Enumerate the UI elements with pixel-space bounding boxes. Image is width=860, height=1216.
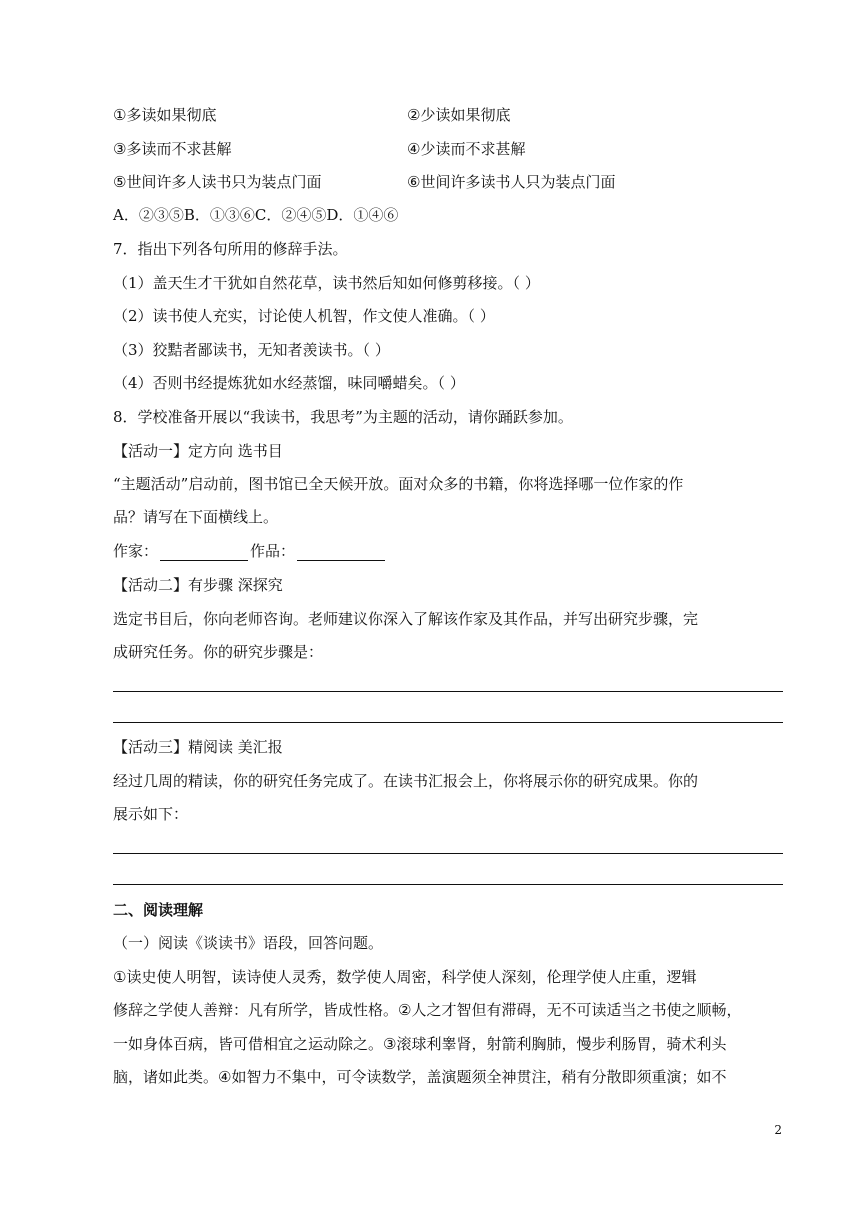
question-7-item-1: （1）盖天生才干犹如自然花草，读书然后知如何修剪移接。（ ）: [113, 274, 540, 292]
answer-line[interactable]: [113, 853, 783, 854]
question-7-item-4: （4）否则书经提炼犹如水经蒸馏，味同嚼蜡矣。（ ）: [113, 374, 465, 392]
work-label: 作品：: [250, 542, 296, 560]
passage-line-3: 一如身体百病，皆可借相宜之运动除之。③滚球利睾肾，射箭利胸肺，慢步利肠胃，骑术利头: [113, 1035, 727, 1053]
activity-2-text-line-2: 成研究任务。你的研究步骤是：: [113, 643, 324, 661]
activity-2-title: 【活动二】有步骤 深探究: [113, 576, 283, 594]
option-5: ⑤世间许多人读书只为装点门面: [113, 173, 322, 191]
answer-line[interactable]: [113, 884, 783, 885]
answer-line[interactable]: [113, 722, 783, 723]
option-6: ⑥世间许多读书人只为装点门面: [407, 173, 616, 191]
option-3: ③多读而不求甚解: [113, 140, 232, 158]
option-2: ②少读如果彻底: [407, 106, 511, 124]
author-work-fields: [113, 541, 387, 561]
option-1: ①多读如果彻底: [113, 106, 217, 124]
activity-3-title: 【活动三】精阅读 美汇报: [113, 738, 283, 756]
option-4: ④少读而不求甚解: [407, 140, 526, 158]
answer-line[interactable]: [113, 691, 783, 692]
question-7-item-2: （2）读书使人充实，讨论使人机智，作文使人准确。（ ）: [113, 307, 495, 325]
activity-1-text-line-1: “主题活动”启动前，图书馆已全天候开放。面对众多的书籍，你将选择哪一位作家的作: [113, 475, 684, 493]
answer-choices: A．②③⑤B．①③⑥C．②④⑤D．①④⑥: [113, 206, 399, 224]
question-8-stem: 8．学校准备开展以“我读书，我思考”为主题的活动，请你踊跃参加。: [113, 408, 573, 426]
activity-3-text-line-2: 展示如下：: [113, 805, 189, 823]
passage-line-2: 修辞之学使人善辩：凡有所学，皆成性格。②人之才智但有滞碍，无不可读适当之书使之顺畅，: [113, 1001, 742, 1019]
question-7-item-3: （3）狡黠者鄙读书，无知者羡读书。（ ）: [113, 341, 390, 359]
passage-line-1: ①读史使人明智，读诗使人灵秀，数学使人周密，科学使人深刻，伦理学使人庄重，逻辑: [113, 968, 697, 986]
reading-instruction: （一）阅读《谈读书》语段，回答问题。: [113, 934, 384, 952]
activity-2-text-line-1: 选定书目后，你向老师咨询。老师建议你深入了解该作家及其作品，并写出研究步骤，完: [113, 610, 699, 628]
author-blank[interactable]: [160, 546, 248, 561]
activity-1-title: 【活动一】定方向 选书目: [113, 442, 283, 460]
author-label: 作家：: [113, 542, 159, 560]
question-7-stem: 7．指出下列各句所用的修辞手法。: [113, 240, 348, 258]
activity-3-text-line-1: 经过几周的精读，你的研究任务完成了。在读书汇报会上，你将展示你的研究成果。你的: [113, 772, 699, 790]
section-heading: 二、阅读理解: [113, 901, 204, 919]
page-number: 2: [774, 1123, 782, 1137]
activity-1-text-line-2: 品？请写在下面横线上。: [113, 508, 279, 526]
work-blank[interactable]: [297, 546, 385, 561]
passage-line-4: 脑，诸如此类。④如智力不集中，可令读数学，盖演题须全神贯注，稍有分散即须重演；如不: [113, 1068, 727, 1086]
